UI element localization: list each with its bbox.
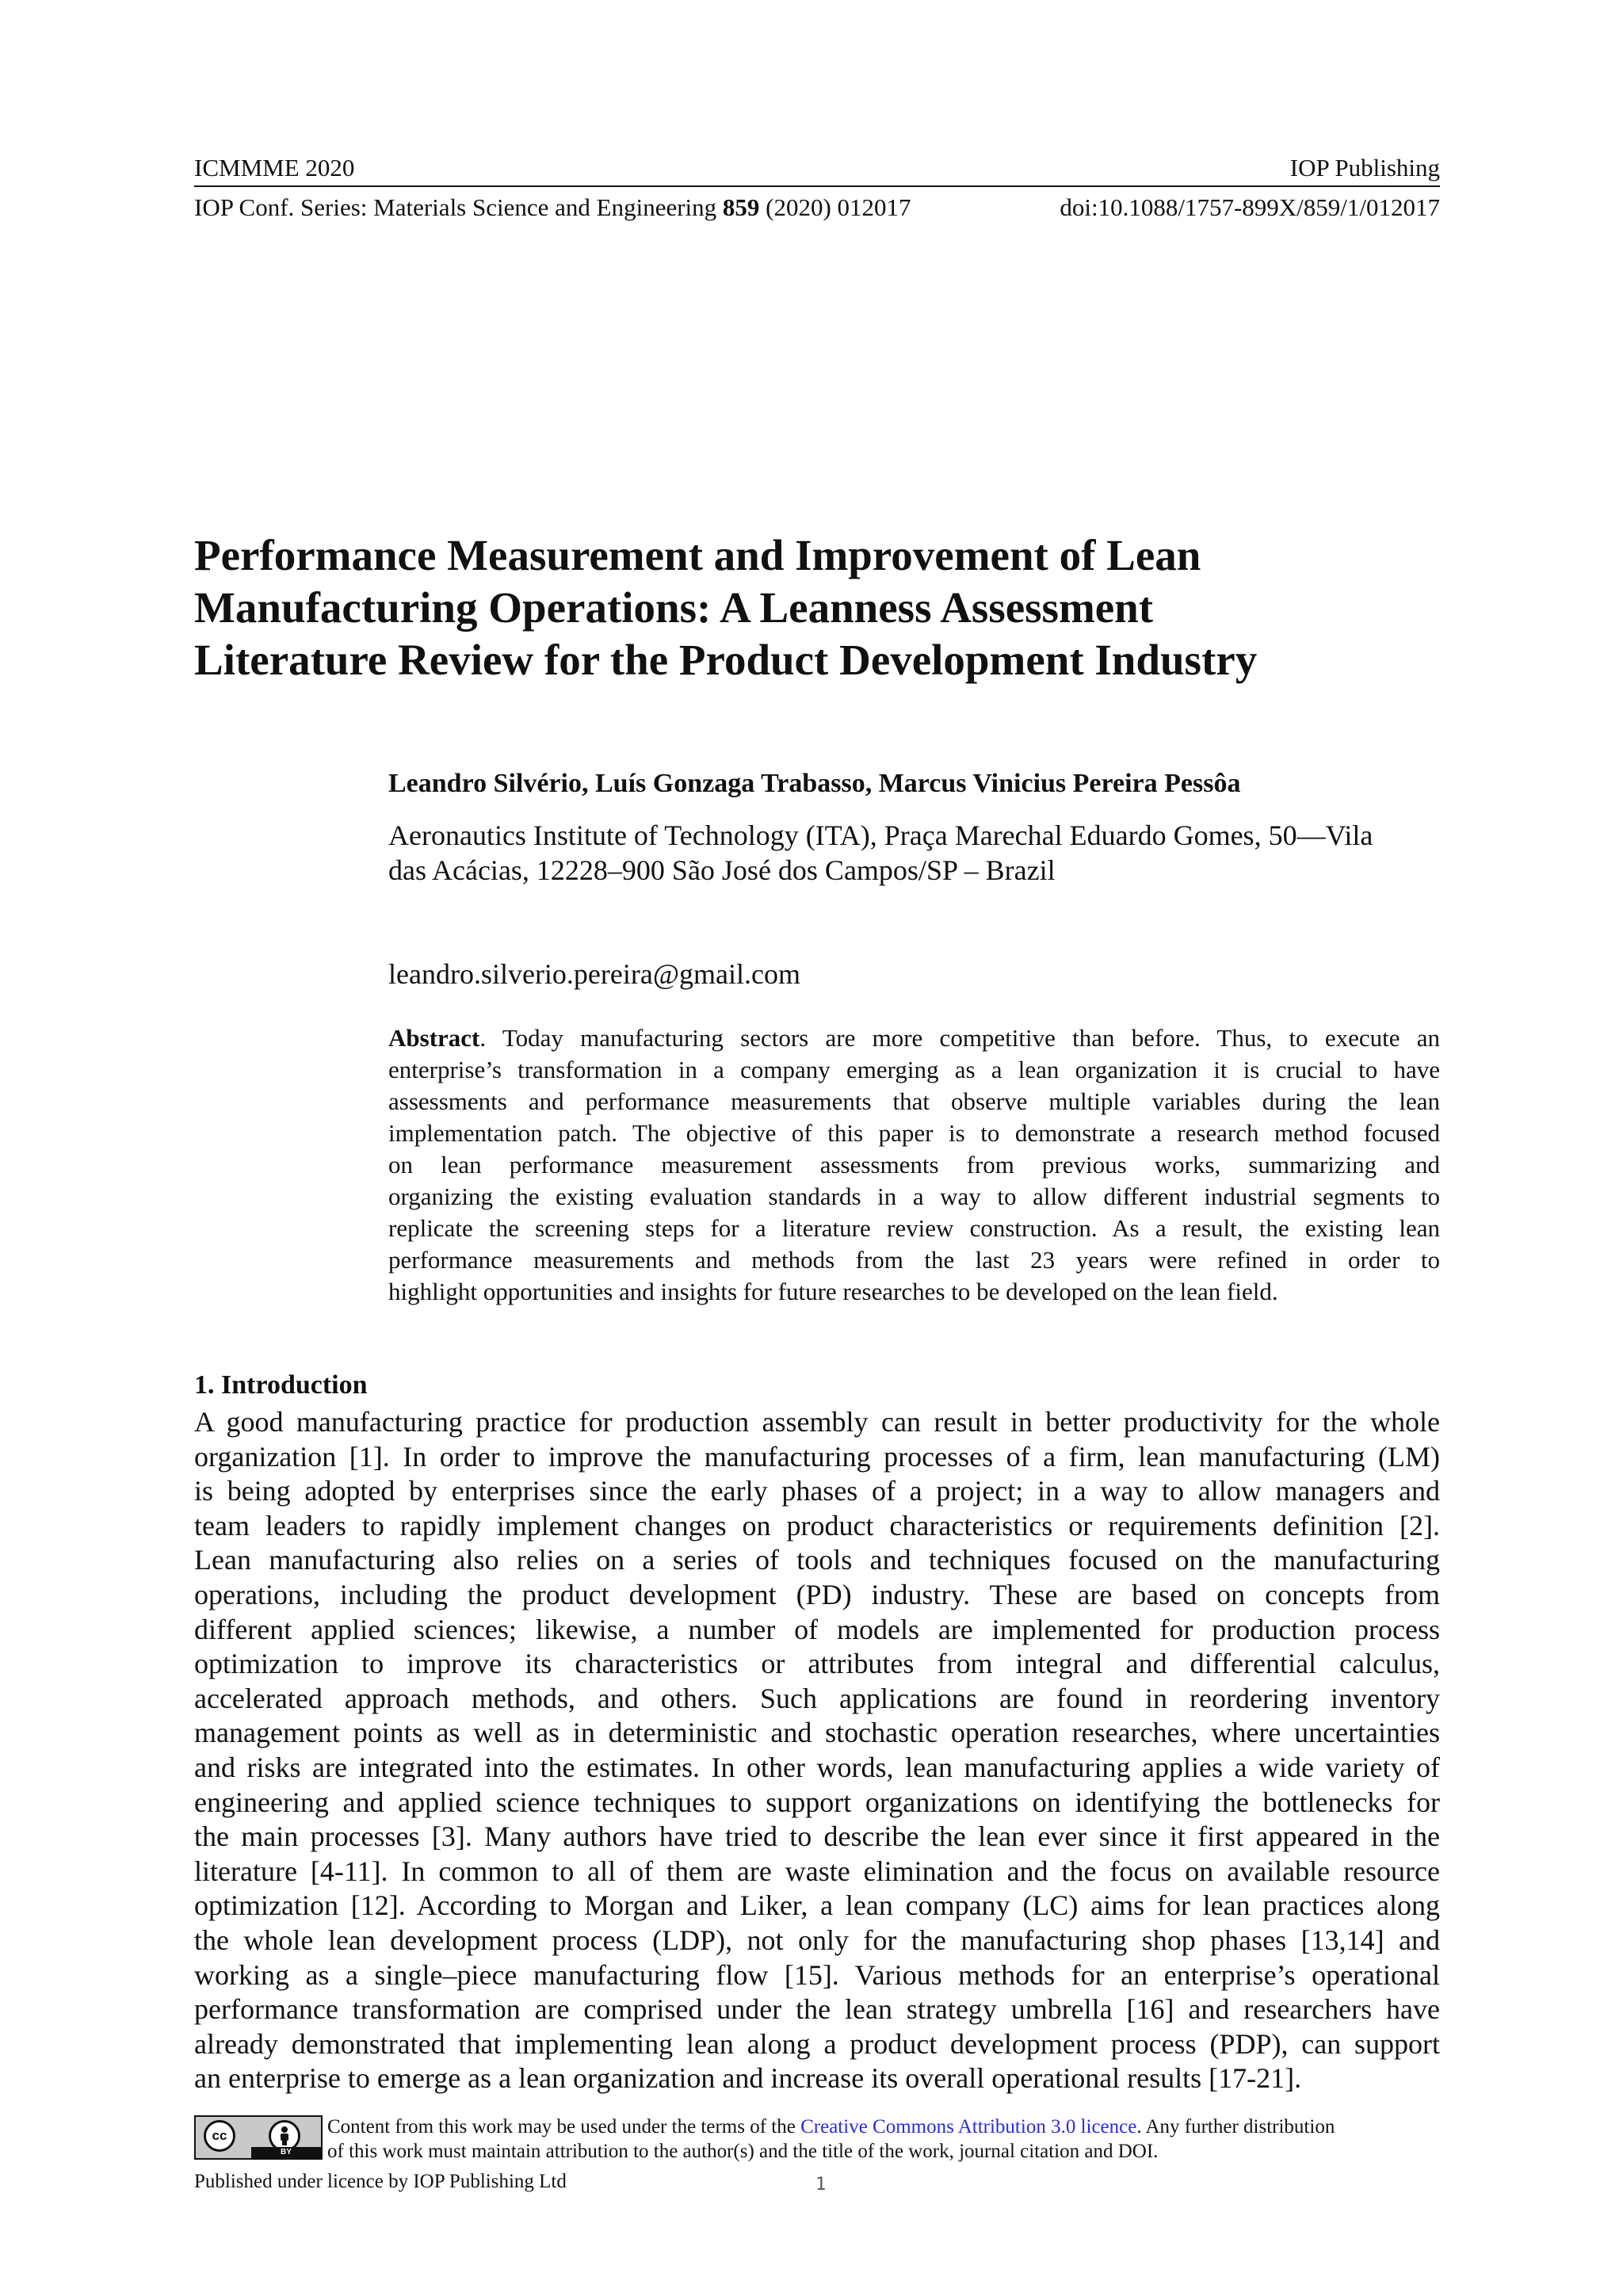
cc-icon: cc: [204, 2120, 235, 2152]
series-year-article: (2020) 012017: [766, 193, 911, 221]
body-line: operations, including the product development (PD) industry. These are based on concepts from: [194, 1578, 1440, 1610]
body-line: accelerated approach methods, and others. Such applications are found in reordering inventory: [194, 1682, 1440, 1714]
publisher-name: IOP Publishing: [1289, 154, 1440, 181]
body-line: is being adopted by enterprises since the early phases of a project; in a way to allow managers and: [194, 1475, 1440, 1507]
published-under-licence: Published under licence by IOP Publishing Ltd: [194, 2171, 567, 2192]
abstract-line: on lean performance measurement assessments from previous works, summarizing and: [388, 1151, 1440, 1179]
abstract-label: Abstract: [388, 1024, 480, 1052]
doi: doi:10.1088/1757-899X/859/1/012017: [1060, 193, 1440, 221]
by-label: BY: [251, 2147, 321, 2158]
affiliation-line: das Acácias, 12228–900 São José dos Campos/SP – Brazil: [388, 854, 1056, 886]
abstract-line: highlight opportunities and insights for future researches to be developed on the lean field.: [388, 1278, 1278, 1305]
title-line: Performance Measurement and Improvement of Lean: [194, 531, 1201, 579]
section-heading-introduction: 1. Introduction: [194, 1370, 368, 1400]
licence-line: of this work must maintain attribution to the author(s) and the title of the work, journal citation and DOI.: [327, 2141, 1159, 2162]
body-line: Lean manufacturing also relies on a series of tools and techniques focused on the manufacturing: [194, 1544, 1440, 1576]
body-line: management points as well as in deterministic and stochastic operation researches, where uncertainties: [194, 1717, 1440, 1749]
licence-text: . Any further distribution: [1136, 2116, 1335, 2137]
licence-line: [327, 2115, 1440, 2139]
running-header-top: [194, 153, 1440, 183]
series-name: IOP Conf. Series: Materials Science and Engineering: [194, 193, 717, 221]
body-line: an enterprise to emerge as a lean organization and increase its overall operational results [17-21].: [194, 2062, 1302, 2095]
abstract-text: . Today manufacturing sectors are more competitive than before. Thus, to execute an: [479, 1024, 1440, 1052]
abstract-line: [388, 1022, 1440, 1054]
abstract-line: replicate the screening steps for a literature review construction. As a result, the existing lean: [388, 1214, 1440, 1242]
body-line: the main processes [3]. Many authors have tried to describe the lean ever since it first appeared in the: [194, 1820, 1440, 1853]
licence-statement: [327, 2115, 1440, 2164]
affiliation: [388, 818, 1442, 888]
body-line: performance transformation are comprised under the lean strategy umbrella [16] and researchers have: [194, 1993, 1440, 2026]
body-line: different applied sciences; likewise, a number of models are implemented for production process: [194, 1613, 1440, 1645]
licence-link[interactable]: Creative Commons Attribution 3.0 licence: [800, 2116, 1137, 2137]
body-line: optimization to improve its characteristics or attributes from integral and differential calculus,: [194, 1648, 1440, 1680]
author-list: Leandro Silvério, Luís Gonzaga Trabasso, Marcus Vinicius Pereira Pessôa: [388, 769, 1241, 798]
body-line: optimization [12]. According to Morgan and Liker, a lean company (LC) aims for lean practices along: [194, 1889, 1440, 1922]
body-line: A good manufacturing practice for production assembly can result in better productivity for the whole: [194, 1406, 1440, 1438]
author-email: leandro.silverio.pereira@gmail.com: [388, 958, 800, 990]
cc-by-licence-badge[interactable]: [194, 2115, 323, 2160]
abstract-line: organizing the existing evaluation standards in a way to allow different industrial segments to: [388, 1182, 1440, 1210]
paper-title: [194, 529, 1446, 686]
affiliation-line: Aeronautics Institute of Technology (ITA), Praça Marechal Eduardo Gomes, 50—Vila: [388, 819, 1373, 851]
abstract-line: performance measurements and methods from the last 23 years were refined in order to: [388, 1246, 1440, 1274]
body-line: engineering and applied science techniques to support organizations on identifying the bottlenecks for: [194, 1786, 1440, 1818]
page-number: 1: [815, 2175, 827, 2195]
body-line: working as a single–piece manufacturing flow [15]. Various methods for an enterprise’s operational: [194, 1958, 1440, 1991]
abstract-line: enterprise’s transformation in a company emerging as a lean organization it is crucial to have: [388, 1056, 1440, 1083]
volume-number: 859: [722, 193, 760, 221]
abstract: [388, 1022, 1440, 1308]
abstract-line: implementation patch. The objective of this paper is to demonstrate a research method focused: [388, 1119, 1440, 1147]
title-line: Manufacturing Operations: A Leanness Assessment: [194, 583, 1154, 632]
header-rule: [194, 185, 1440, 187]
body-line: already demonstrated that implementing lean along a product development process (PDP), can support: [194, 2027, 1440, 2060]
body-line: team leaders to rapidly implement changes on product characteristics or requirements definition [2].: [194, 1509, 1440, 1541]
introduction-body: [194, 1405, 1440, 2096]
running-header-series: [194, 193, 1440, 223]
body-line: literature [4-11]. In common to all of them are waste elimination and the focus on available resource: [194, 1855, 1440, 1887]
abstract-line: assessments and performance measurements that observe multiple variables during the lean: [388, 1087, 1440, 1115]
conference-name: ICMMME 2020: [194, 154, 355, 181]
title-line: Literature Review for the Product Development Industry: [194, 636, 1258, 684]
body-line: and risks are integrated into the estimates. In other words, lean manufacturing applies a wide variety of: [194, 1751, 1440, 1783]
licence-text: Content from this work may be used under the terms of the: [327, 2116, 801, 2137]
body-line: the whole lean development process (LDP), not only for the manufacturing shop phases [13,14] and: [194, 1924, 1440, 1956]
body-line: organization [1]. In order to improve the manufacturing processes of a firm, lean manufacturing (LM): [194, 1440, 1440, 1473]
